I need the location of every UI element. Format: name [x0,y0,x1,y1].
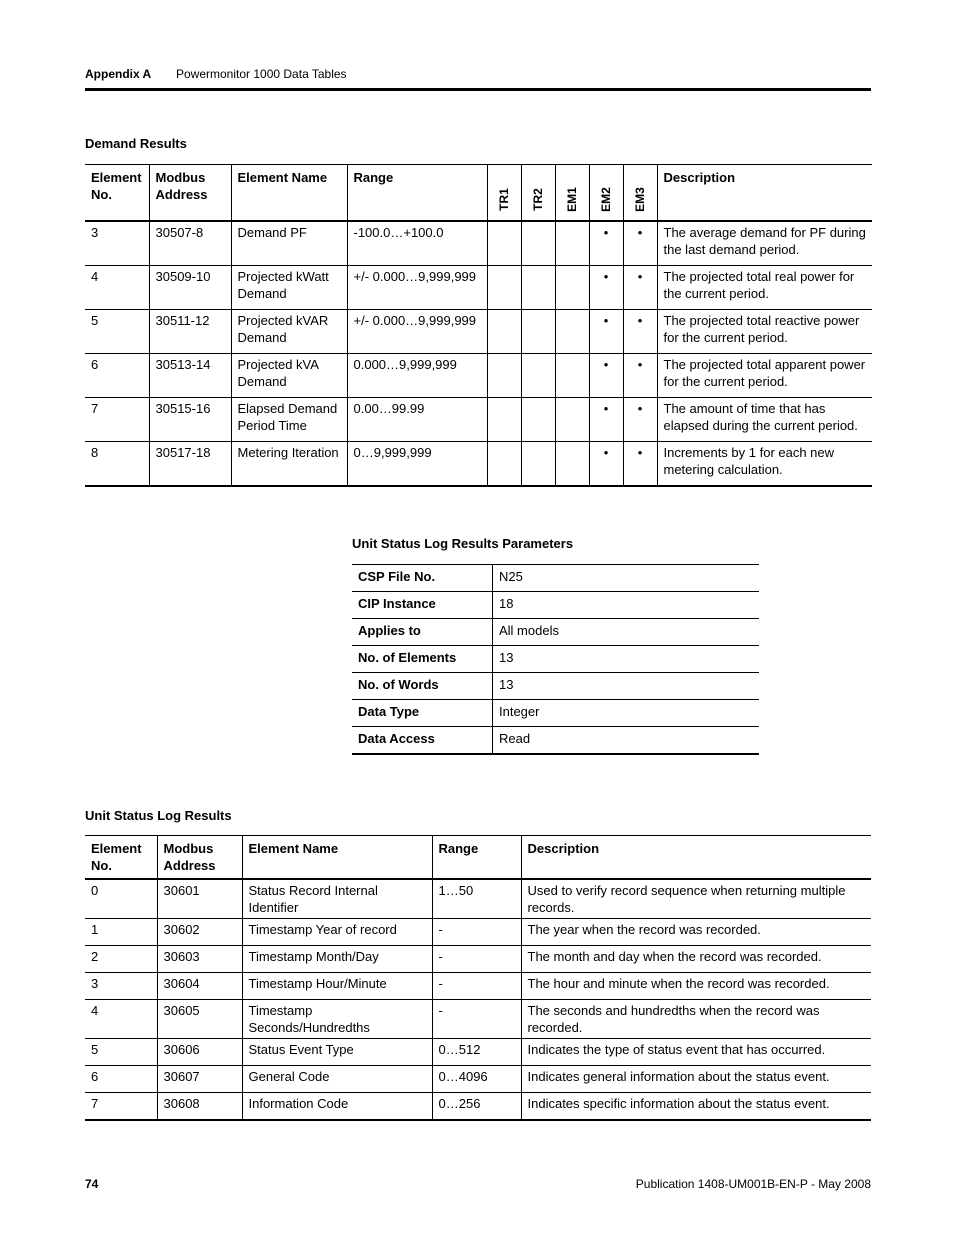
param-key-cell: No. of Elements [352,646,493,673]
column-header: Modbus Address [149,165,231,222]
table-row [85,310,872,354]
status-log-table [85,835,871,1121]
element-name-cell: Projected kWatt Demand [231,266,347,310]
column-header: Range [432,836,521,880]
element-name-cell: Demand PF [231,221,347,266]
em2-cell: • [589,310,623,354]
page-header [85,67,347,81]
description-cell: The seconds and hundredths when the record was recorded. [521,1000,871,1039]
tr2-cell [521,310,555,354]
element-name-cell: Status Record Internal Identifier [242,879,432,919]
range-cell: 0.000…9,999,999 [347,354,487,398]
element-name-cell: Elapsed Demand Period Time [231,398,347,442]
modbus-address-cell: 30507-8 [149,221,231,266]
element-no-cell: 4 [85,266,149,310]
status-log-title: Unit Status Log Results [85,808,232,823]
param-value-cell: All models [493,619,760,646]
element-no-cell: 8 [85,442,149,487]
tr2-cell [521,398,555,442]
param-key-cell: Applies to [352,619,493,646]
params-title: Unit Status Log Results Parameters [352,536,574,551]
appendix-label: Appendix A [85,67,152,81]
modbus-address-cell: 30608 [157,1093,242,1121]
element-name-cell: Timestamp Year of record [242,919,432,946]
range-cell: -100.0…+100.0 [347,221,487,266]
param-key-cell: Data Type [352,700,493,727]
modbus-address-cell: 30602 [157,919,242,946]
column-header: EM1 [555,165,589,222]
description-cell: The projected total apparent power for the current period. [657,354,872,398]
range-cell: - [432,946,521,973]
param-value-cell: Integer [493,700,760,727]
em3-cell: • [623,266,657,310]
param-value-cell: N25 [493,565,760,592]
header-title: Powermonitor 1000 Data Tables [176,67,347,81]
em1-cell [555,221,589,266]
em1-cell [555,310,589,354]
param-key-cell: CSP File No. [352,565,493,592]
em3-cell: • [623,354,657,398]
table-row [85,1000,871,1039]
element-name-cell: Projected kVAR Demand [231,310,347,354]
description-cell: The projected total reactive power for the current period. [657,310,872,354]
element-no-cell: 3 [85,973,157,1000]
table-row [85,354,872,398]
column-header: TR1 [487,165,521,222]
table-row [352,673,759,700]
table-row [85,398,872,442]
table-row [85,919,871,946]
element-no-cell: 5 [85,1039,157,1066]
table-row [352,592,759,619]
param-value-cell: 13 [493,673,760,700]
table-row [85,946,871,973]
column-header: EM2 [589,165,623,222]
column-header: EM3 [623,165,657,222]
modbus-address-cell: 30607 [157,1066,242,1093]
modbus-address-cell: 30509-10 [149,266,231,310]
modbus-address-cell: 30517-18 [149,442,231,487]
page-number: 74 [85,1177,99,1191]
description-cell: The year when the record was recorded. [521,919,871,946]
element-no-cell: 3 [85,221,149,266]
column-header: Element No. [85,165,149,222]
element-name-cell: Information Code [242,1093,432,1121]
range-cell: 0.00…99.99 [347,398,487,442]
element-no-cell: 7 [85,398,149,442]
em2-cell: • [589,354,623,398]
element-no-cell: 5 [85,310,149,354]
description-cell: The projected total real power for the current period. [657,266,872,310]
em3-cell: • [623,398,657,442]
tr1-cell [487,221,521,266]
table-row [85,879,871,919]
element-name-cell: Timestamp Hour/Minute [242,973,432,1000]
table-header-row [85,836,871,880]
description-cell: The month and day when the record was recorded. [521,946,871,973]
element-no-cell: 6 [85,354,149,398]
em3-cell: • [623,221,657,266]
demand-results-title: Demand Results [85,136,187,151]
param-value-cell: 13 [493,646,760,673]
description-cell: Used to verify record sequence when returning multiple records. [521,879,871,919]
table-row [352,619,759,646]
tr1-cell [487,354,521,398]
em2-cell: • [589,442,623,487]
description-cell: Indicates specific information about the status event. [521,1093,871,1121]
table-row [352,727,759,755]
description-cell: Indicates general information about the status event. [521,1066,871,1093]
table-row [85,973,871,1000]
header-rule [85,88,871,91]
description-cell: The average demand for PF during the last demand period. [657,221,872,266]
element-name-cell: Status Event Type [242,1039,432,1066]
table-row [85,221,872,266]
element-name-cell: General Code [242,1066,432,1093]
modbus-address-cell: 30605 [157,1000,242,1039]
modbus-address-cell: 30606 [157,1039,242,1066]
description-cell: The amount of time that has elapsed during the current period. [657,398,872,442]
em1-cell [555,442,589,487]
demand-results-table [85,164,872,487]
range-cell: - [432,919,521,946]
tr2-cell [521,221,555,266]
description-cell: The hour and minute when the record was recorded. [521,973,871,1000]
em2-cell: • [589,266,623,310]
table-row [352,646,759,673]
param-value-cell: Read [493,727,760,755]
table-row [352,700,759,727]
publication-info: Publication 1408-UM001B-EN-P - May 2008 [635,1177,871,1191]
tr1-cell [487,398,521,442]
tr1-cell [487,266,521,310]
element-no-cell: 6 [85,1066,157,1093]
tr1-cell [487,310,521,354]
tr2-cell [521,442,555,487]
param-key-cell: No. of Words [352,673,493,700]
element-no-cell: 2 [85,946,157,973]
modbus-address-cell: 30603 [157,946,242,973]
element-no-cell: 1 [85,919,157,946]
range-cell: 1…50 [432,879,521,919]
param-key-cell: CIP Instance [352,592,493,619]
table-row [85,1093,871,1121]
column-header: TR2 [521,165,555,222]
description-cell: Increments by 1 for each new metering calculation. [657,442,872,487]
params-table [352,564,759,755]
table-row [85,442,872,487]
modbus-address-cell: 30604 [157,973,242,1000]
em1-cell [555,266,589,310]
modbus-address-cell: 30511-12 [149,310,231,354]
table-row [352,565,759,592]
column-header: Modbus Address [157,836,242,880]
range-cell: 0…512 [432,1039,521,1066]
table-row [85,266,872,310]
column-header: Element Name [231,165,347,222]
range-cell: +/- 0.000…9,999,999 [347,310,487,354]
column-header: Description [657,165,872,222]
column-header: Range [347,165,487,222]
modbus-address-cell: 30601 [157,879,242,919]
column-header: Element Name [242,836,432,880]
element-no-cell: 0 [85,879,157,919]
element-name-cell: Timestamp Month/Day [242,946,432,973]
table-row [85,1039,871,1066]
element-name-cell: Timestamp Seconds/Hundredths [242,1000,432,1039]
em3-cell: • [623,310,657,354]
em1-cell [555,354,589,398]
column-header: Description [521,836,871,880]
table-row [85,1066,871,1093]
element-no-cell: 7 [85,1093,157,1121]
range-cell: 0…4096 [432,1066,521,1093]
range-cell: 0…9,999,999 [347,442,487,487]
em1-cell [555,398,589,442]
range-cell: +/- 0.000…9,999,999 [347,266,487,310]
element-name-cell: Metering Iteration [231,442,347,487]
range-cell: 0…256 [432,1093,521,1121]
tr2-cell [521,266,555,310]
param-key-cell: Data Access [352,727,493,755]
table-header-row [85,165,872,222]
column-header: Element No. [85,836,157,880]
range-cell: - [432,1000,521,1039]
param-value-cell: 18 [493,592,760,619]
description-cell: Indicates the type of status event that has occurred. [521,1039,871,1066]
element-name-cell: Projected kVA Demand [231,354,347,398]
tr2-cell [521,354,555,398]
em3-cell: • [623,442,657,487]
range-cell: - [432,973,521,1000]
em2-cell: • [589,221,623,266]
element-no-cell: 4 [85,1000,157,1039]
em2-cell: • [589,398,623,442]
modbus-address-cell: 30513-14 [149,354,231,398]
tr1-cell [487,442,521,487]
modbus-address-cell: 30515-16 [149,398,231,442]
